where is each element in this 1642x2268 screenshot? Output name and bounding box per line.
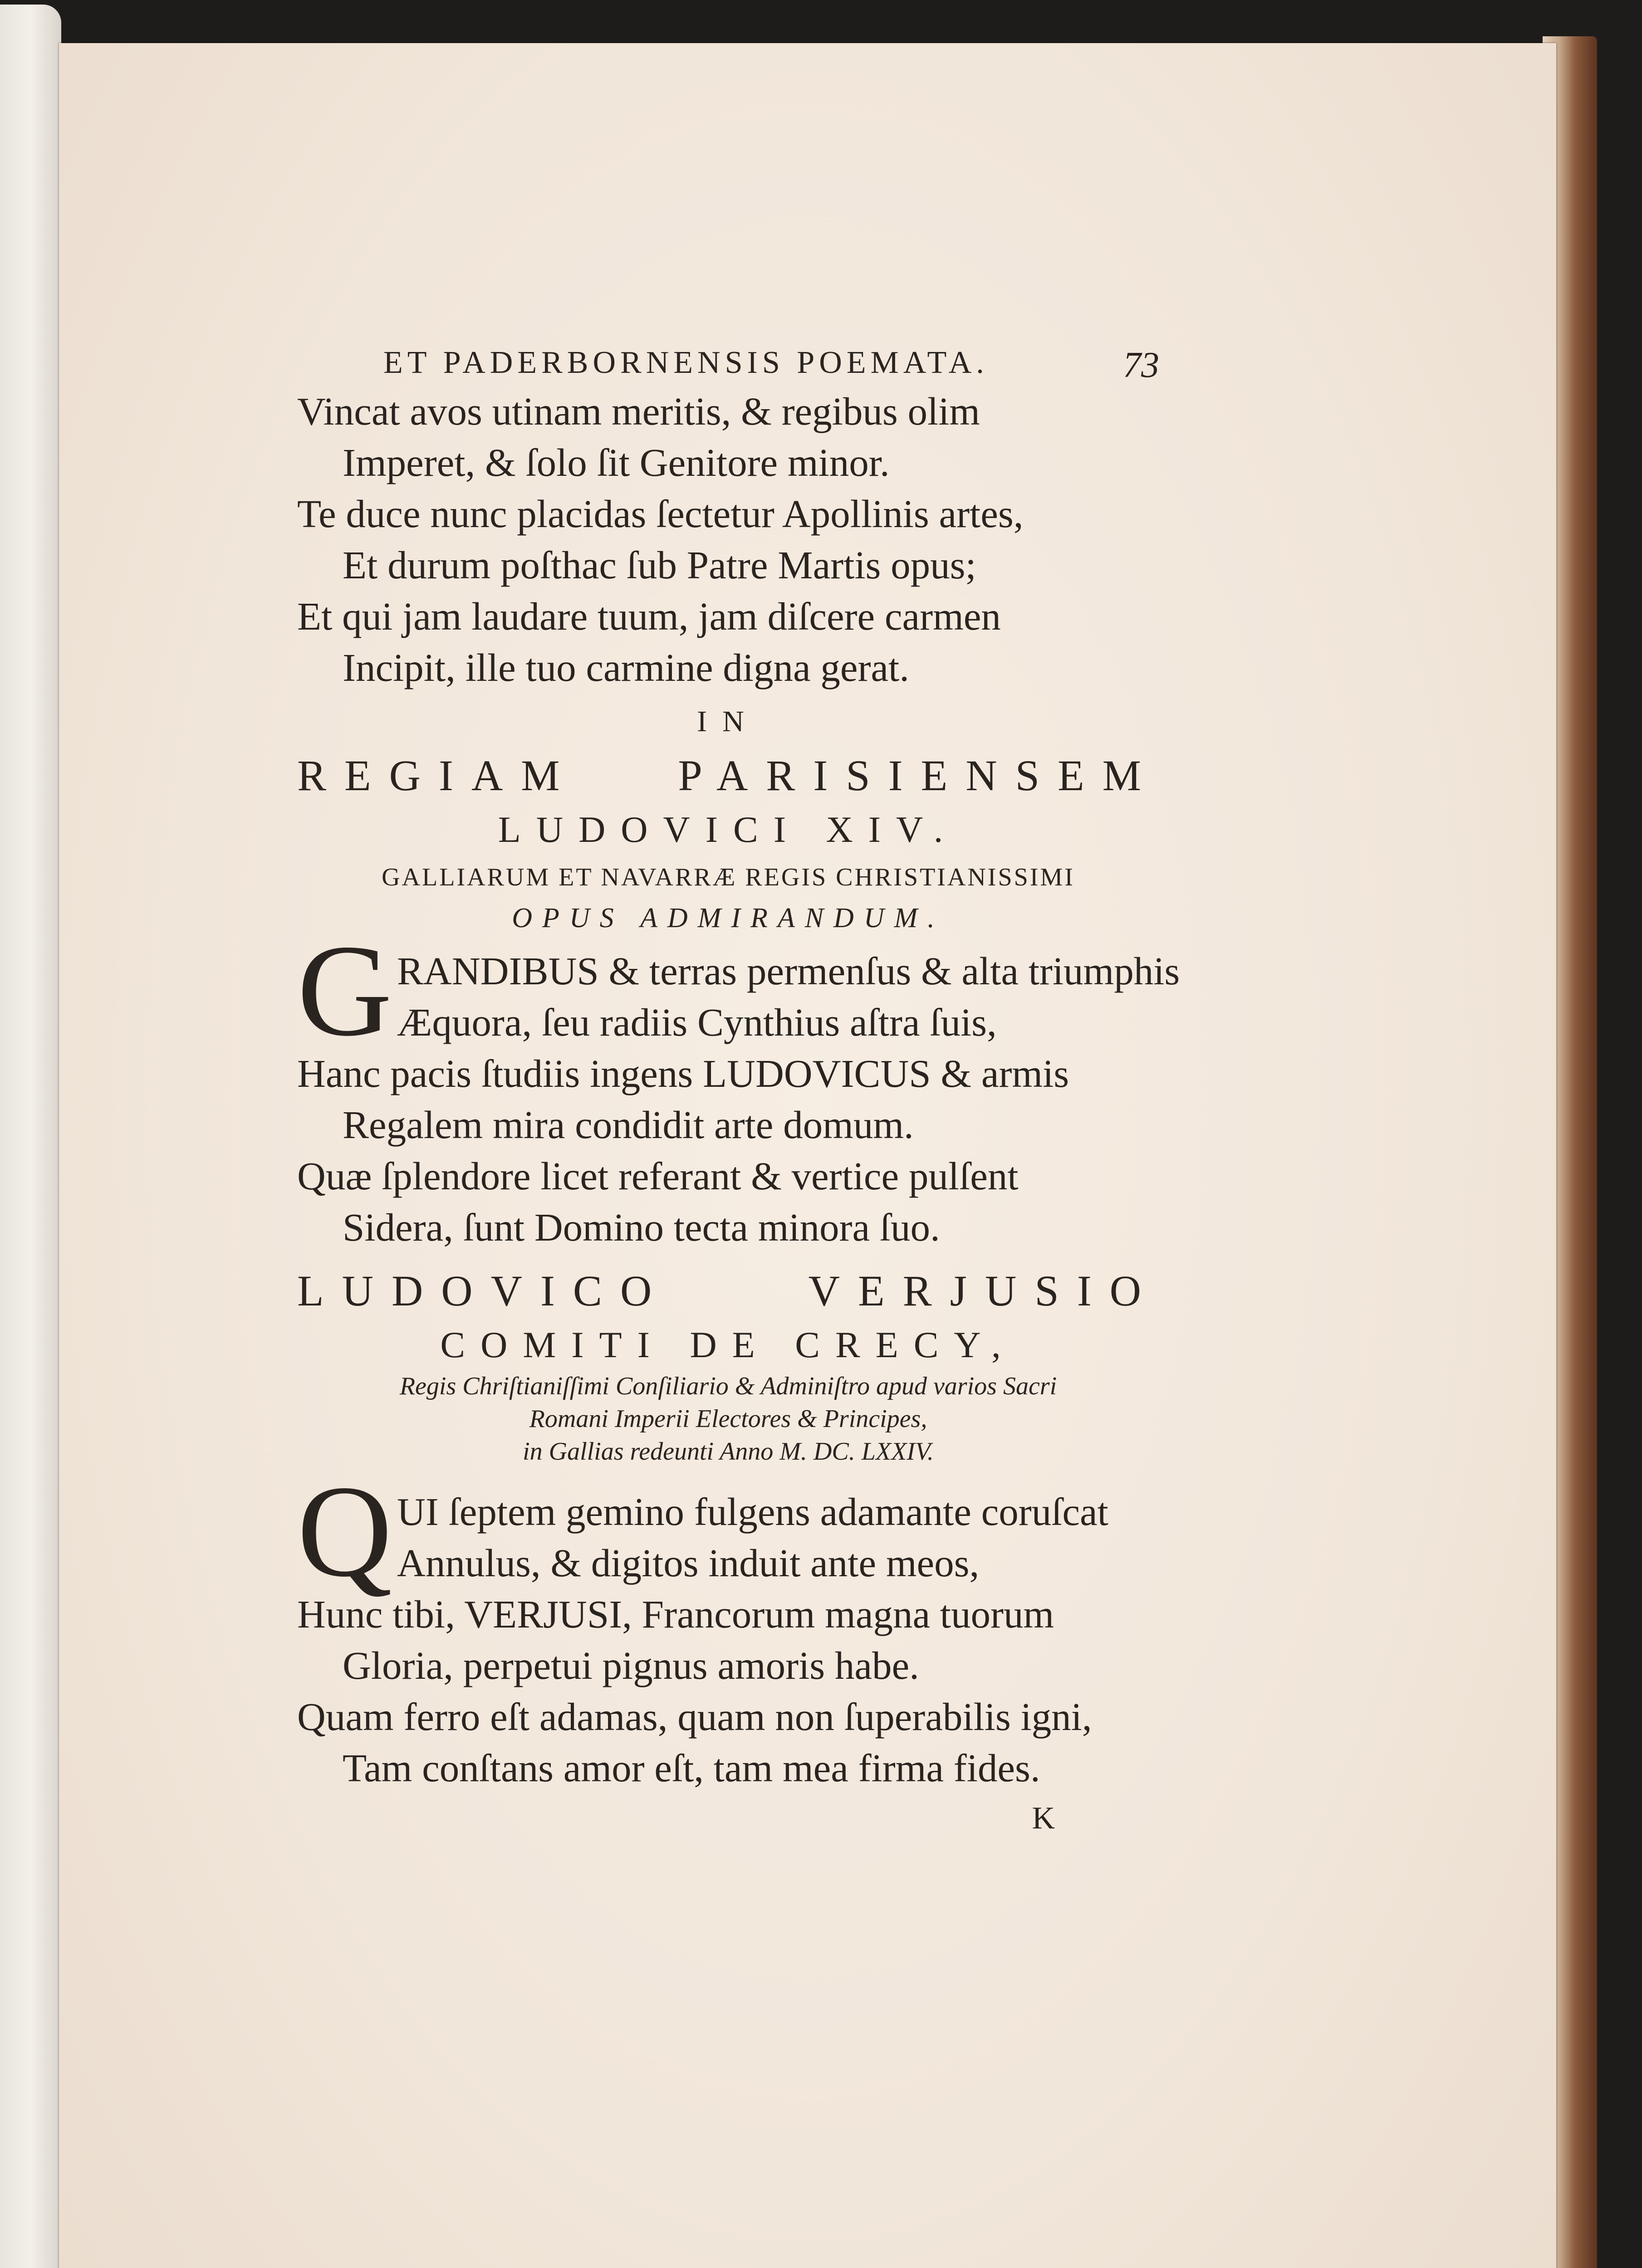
- verse-line: Et durum poſthac ſub Patre Martis opus;: [343, 543, 976, 587]
- heading-galliarum: GALLIARUM ET NAVARRÆ REGIS CHRISTIANISSIMI: [382, 863, 1075, 891]
- verse-line: Vincat avos utinam meritis, & regibus olim: [297, 389, 980, 433]
- heading-comiti-de-crecy: COMITI DE CRECY,: [440, 1324, 1016, 1365]
- verse-line: UI ſeptem gemino fulgens adamante coruſcat: [397, 1490, 1108, 1534]
- verse-line: Quæ ſplendore licet referant & vertice pulſent: [297, 1154, 1019, 1198]
- heading-opus-admirandum: OPUS ADMIRANDUM.: [512, 903, 945, 934]
- verse-line: Quam ferro eſt adamas, quam non ſuperabilis igni,: [297, 1695, 1092, 1739]
- poem-continuation: [297, 386, 1159, 693]
- verse-line: Gloria, perpetui pignus amoris habe.: [343, 1643, 919, 1687]
- running-head-title: ET PADERBORNENSIS POEMATA.: [383, 345, 989, 380]
- page-text: [297, 331, 1180, 1843]
- heading-in: IN: [697, 705, 760, 738]
- verse-line: Sidera, ſunt Domino tecta minora ſuo.: [343, 1205, 940, 1249]
- heading-ludovici: LUDOVICI XIV.: [498, 809, 959, 850]
- verse-line: Tam conſtans amor eſt, tam mea firma fides.: [343, 1746, 1040, 1790]
- dedication-line: in Gallias redeunti Anno M. DC. LXXIV.: [523, 1437, 934, 1466]
- dedication-line: Regis Chriſtianiſſimi Conſiliario & Adminiſtro apud varios Sacri: [399, 1372, 1057, 1400]
- section-regiam: [297, 697, 1180, 1253]
- verse-line: RANDIBUS & terras permenſus & alta triumphis: [397, 949, 1180, 993]
- left-page-leaf: [0, 5, 61, 2268]
- page-number: 73: [1123, 345, 1159, 385]
- heading-regiam-parisiensem: REGIAM PARISIENSEM: [297, 751, 1159, 800]
- verse-block: [297, 1458, 1159, 1794]
- verse-line: Hunc tibi, VERJUSI, Francorum magna tuorum: [297, 1592, 1054, 1636]
- verse-line: Te duce nunc placidas ſectetur Apollinis artes,: [297, 492, 1024, 536]
- dedication-line: Romani Imperii Electores & Principes,: [529, 1405, 927, 1433]
- verse-line: Regalem mira condidit arte domum.: [343, 1103, 914, 1147]
- verse-line: Hanc pacis ſtudiis ingens LUDOVICUS & armis: [297, 1051, 1069, 1095]
- verse-line: Incipit, ille tuo carmine digna gerat.: [343, 645, 909, 689]
- verse-line: Annulus, & digitos induit ante meos,: [397, 1541, 980, 1585]
- section-verjusio: [297, 1262, 1159, 1794]
- running-head: [297, 331, 1159, 386]
- drop-cap: Q: [297, 1458, 392, 1604]
- verse-line: Æquora, ſeu radiis Cynthius aſtra ſuis,: [397, 1000, 997, 1044]
- signature-mark: K: [1032, 1801, 1055, 1836]
- verse-line: Et qui jam laudare tuum, jam diſcere carmen: [297, 594, 1001, 638]
- heading-ludovico-verjusio: LUDOVICO VERJUSIO: [297, 1266, 1159, 1315]
- verse-line: Imperet, & ſolo ſit Genitore minor.: [343, 440, 890, 484]
- drop-cap: G: [297, 918, 392, 1063]
